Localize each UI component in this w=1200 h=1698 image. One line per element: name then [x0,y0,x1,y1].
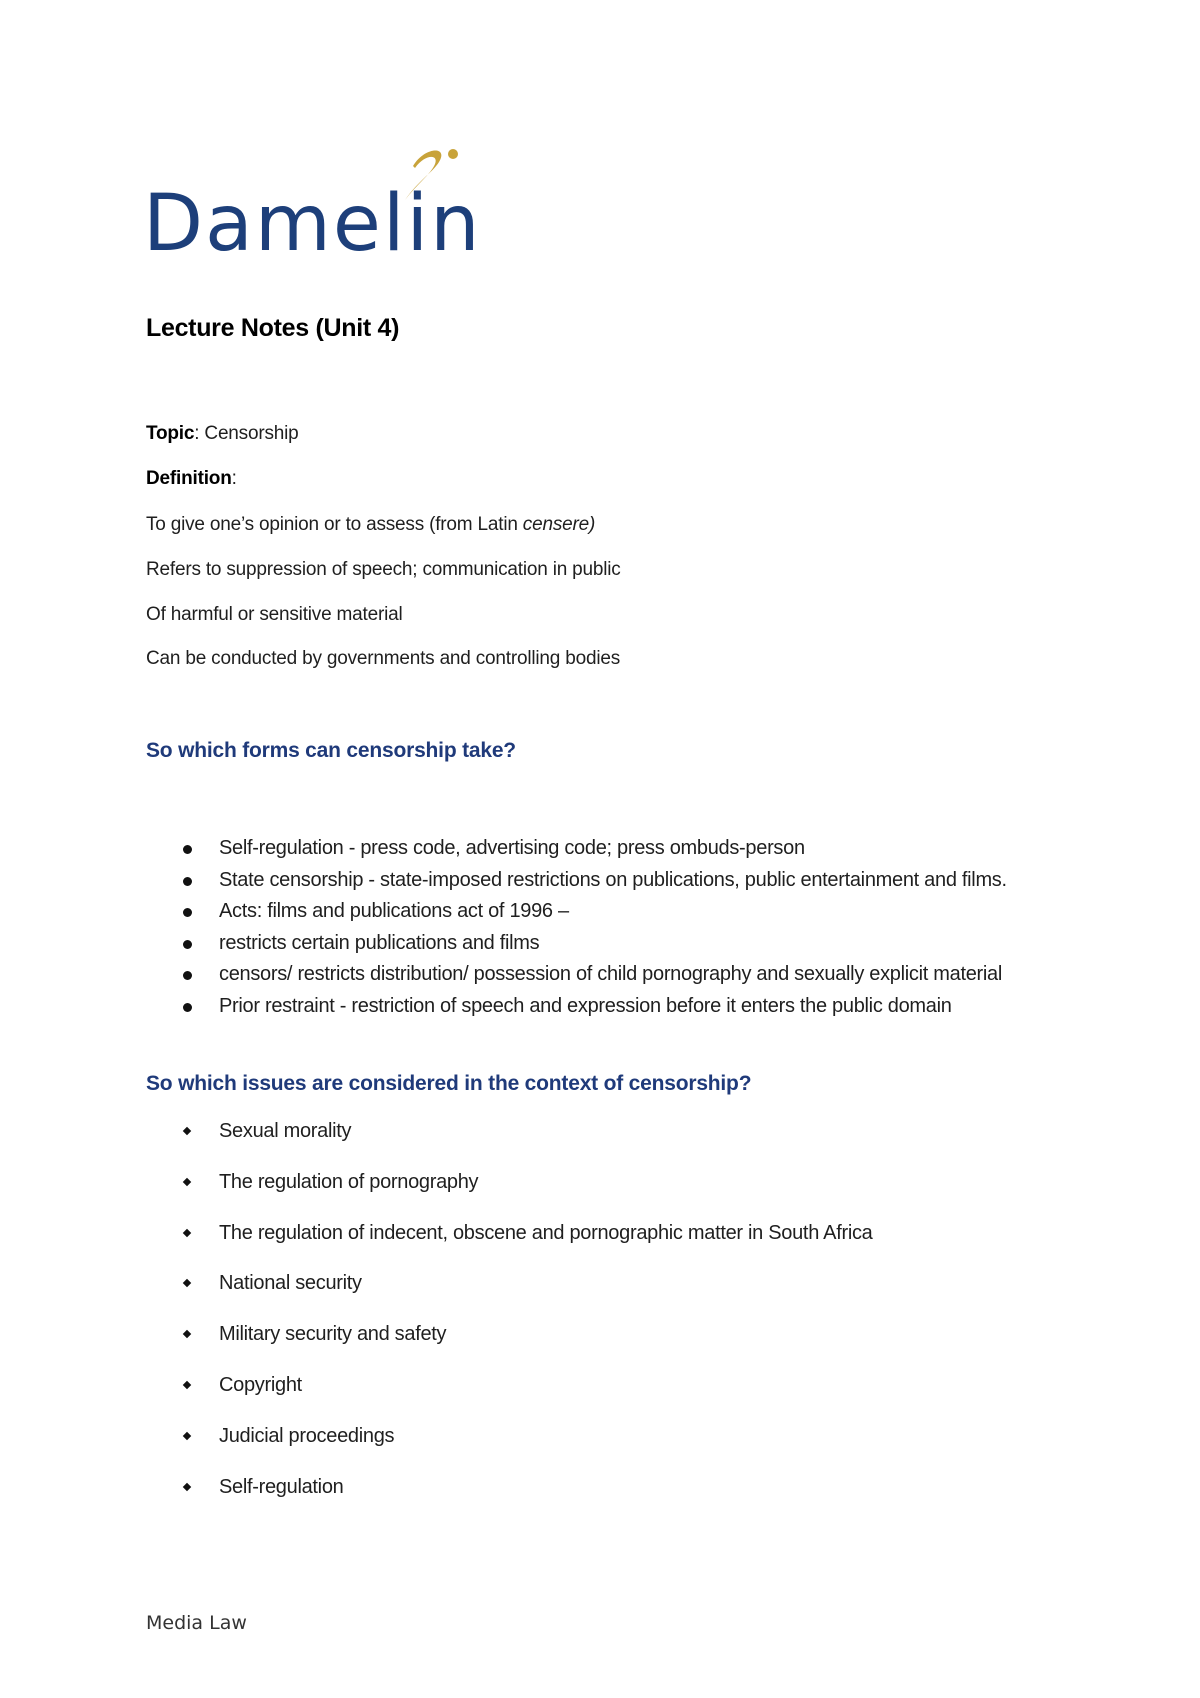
forms-bullet-list [146,833,1007,1023]
list-item [146,1258,873,1309]
bullet-dot-icon [183,877,192,886]
topic-label: Topic [146,423,195,444]
bullet-diamond-icon [183,1381,191,1389]
definition-label: Definition [146,468,232,489]
issues-item-text: The regulation of pornography [219,1170,479,1193]
definition-latin-term: censere) [522,514,596,535]
issues-item-text: Copyright [219,1373,302,1396]
issues-item-text: Military security and safety [219,1323,447,1346]
topic-value: : Censorship [194,423,299,444]
definition-text-3: Of harmful or sensitive material [146,604,403,625]
bullet-dot-icon [183,971,192,980]
list-item [146,928,1007,960]
issues-section-heading: So which issues are considered in the context of censorship? [146,1072,752,1095]
page-title: Lecture Notes (Unit 4) [146,314,400,342]
list-item [146,1360,873,1411]
bullet-dot-icon [183,1003,192,1012]
definition-text-4: Can be conducted by governments and controlling bodies [146,648,621,669]
bullet-diamond-icon [183,1482,191,1490]
logo-dot-mark [448,149,458,159]
list-item [146,1157,873,1208]
forms-section-heading: So which forms can censorship take? [146,739,516,762]
definition-text-2: Refers to suppression of speech; communication in public [146,559,621,580]
list-item [146,865,1007,897]
forms-item-text: State censorship - state-imposed restrictions on publications, public entertainment and films. [219,868,1007,891]
bullet-diamond-icon [183,1228,191,1236]
definition-line [146,468,237,490]
definition-text-1-main: To give one’s opinion or to assess (from Latin [146,514,523,535]
definition-text-1 [146,514,595,536]
list-item [146,1411,873,1462]
issues-item-text: Sexual morality [219,1120,352,1142]
list-item [146,1106,873,1157]
page-footer: Media Law [146,1612,247,1634]
list-item [146,833,1007,865]
bullet-diamond-icon [183,1432,191,1440]
bullet-dot-icon [183,940,192,949]
bullet-dot-icon [183,845,192,854]
list-item [146,991,1007,1023]
logo-wordmark: Damelin [143,179,482,260]
topic-line [146,423,299,445]
list-item [146,1208,873,1259]
forms-item-text: Self-regulation - press code, advertising code; press ombuds-person [219,837,805,859]
bullet-diamond-icon [183,1330,191,1338]
issues-item-text: National security [219,1272,362,1295]
damelin-logo-graphic [143,140,513,260]
forms-item-text: Prior restraint - restriction of speech and expression before it enters the public domain [219,994,952,1017]
bullet-dot-icon [183,908,192,917]
issues-item-text: Self-regulation [219,1475,344,1498]
definition-colon: : [231,468,237,489]
bullet-diamond-icon [183,1127,191,1135]
damelin-logo [143,140,513,260]
bullet-diamond-icon [183,1178,191,1186]
list-item [146,896,1007,928]
issues-item-text: The regulation of indecent, obscene and pornographic matter in South Africa [219,1221,873,1244]
list-item [146,1309,873,1360]
list-item [146,959,1007,991]
issues-bullet-list [146,1106,873,1512]
forms-item-text: Acts: films and publications act of 1996 – [219,900,569,923]
issues-item-text: Judicial proceedings [219,1424,395,1447]
bullet-diamond-icon [183,1279,191,1287]
forms-item-text: restricts certain publications and films [219,931,540,954]
forms-item-text: censors/ restricts distribution/ possession of child pornography and sexually explicit material [219,963,1002,986]
list-item [146,1462,873,1513]
